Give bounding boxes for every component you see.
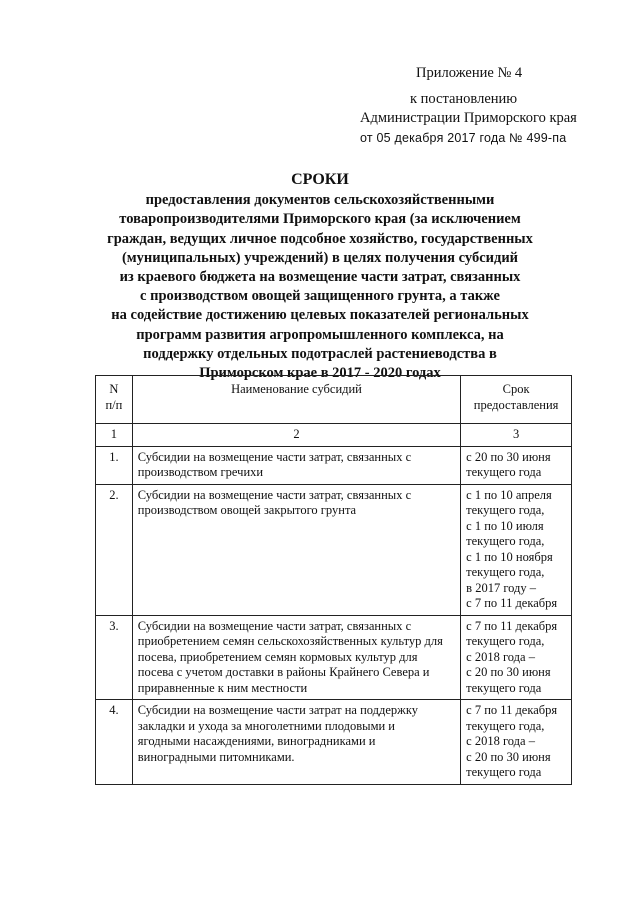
column-number: 1 [96,424,133,447]
title-main: СРОКИ [291,171,349,188]
header-number: N п/п [96,376,133,424]
title-line: из краевого бюджета на возмещение части затрат, связанных [119,269,521,286]
submission-term: с 7 по 11 декабря текущего года, с 2018 года – с 20 по 30 июня текущего года [461,615,572,700]
subsidy-terms-table [95,375,572,785]
row-number: 3. [96,615,133,700]
title-line: программ развития агропромышленного комплекса, на [136,326,504,343]
appendix-label: Приложение № 4 [416,65,523,81]
title-line: с производством овощей защищенного грунта, а также [140,288,500,305]
subsidy-name: Субсидии на возмещение части затрат, связанных с производством гречихи [132,446,460,484]
title-line: поддержку отдельных подотраслей растениеводства в [143,345,497,362]
table-row [96,615,572,700]
header-subsidy-name: Наименование субсидий [132,376,460,424]
column-numbers-row [96,424,572,447]
administration-label: Администрации Приморского края [360,110,577,126]
title-line: (муниципальных) учреждений) в целях получения субсидий [121,249,519,266]
title-line: на содействие достижению целевых показателей региональных [111,307,529,324]
row-number: 1. [96,446,133,484]
submission-term: с 7 по 11 декабря текущего года, с 2018 года – с 20 по 30 июня текущего года [461,700,572,785]
column-number: 3 [461,424,572,447]
row-number: 4. [96,700,133,785]
subsidy-name: Субсидии на возмещение части затрат, связанных с приобретением семян сельскохозяйственных культур для посева, приобретением семян кормовых культур для посева с учетом доставки в районы Крайнего Севера и приравненные к ним местности [132,615,460,700]
title-line: предоставления документов сельскохозяйственными [145,192,495,209]
table-row [96,446,572,484]
title-line: граждан, ведущих личное подсобное хозяйство, государственных [107,230,533,247]
submission-term: с 1 по 10 апреля текущего года, с 1 по 10 июля текущего года, с 1 по 10 ноября текущего года, в 2017 году – с 7 по 11 декабря [461,484,572,615]
resolution-label: к постановлению [410,90,518,107]
row-number: 2. [96,484,133,615]
document-header [360,64,600,148]
subsidy-name: Субсидии на возмещение части затрат, связанных с производством овощей закрытого грунта [132,484,460,615]
subsidy-name: Субсидии на возмещение части затрат на поддержку закладки и ухода за многолетними плодовыми и ягодными насаждениями, виноградниками и виноградными питомниками. [132,700,460,785]
table-header-row [96,376,572,424]
column-number: 2 [132,424,460,447]
table-row [96,700,572,785]
document-title [95,170,545,383]
title-line: товаропроизводителями Приморского края (за исключением [119,211,521,228]
header-term: Срок предоставления [461,376,572,424]
submission-term: с 20 по 30 июня текущего года [461,446,572,484]
date-number-label: от 05 декабря 2017 года № 499-па [360,130,567,145]
table-row [96,484,572,615]
title-line: Приморском крае в 2017 - 2020 годах [199,365,441,382]
